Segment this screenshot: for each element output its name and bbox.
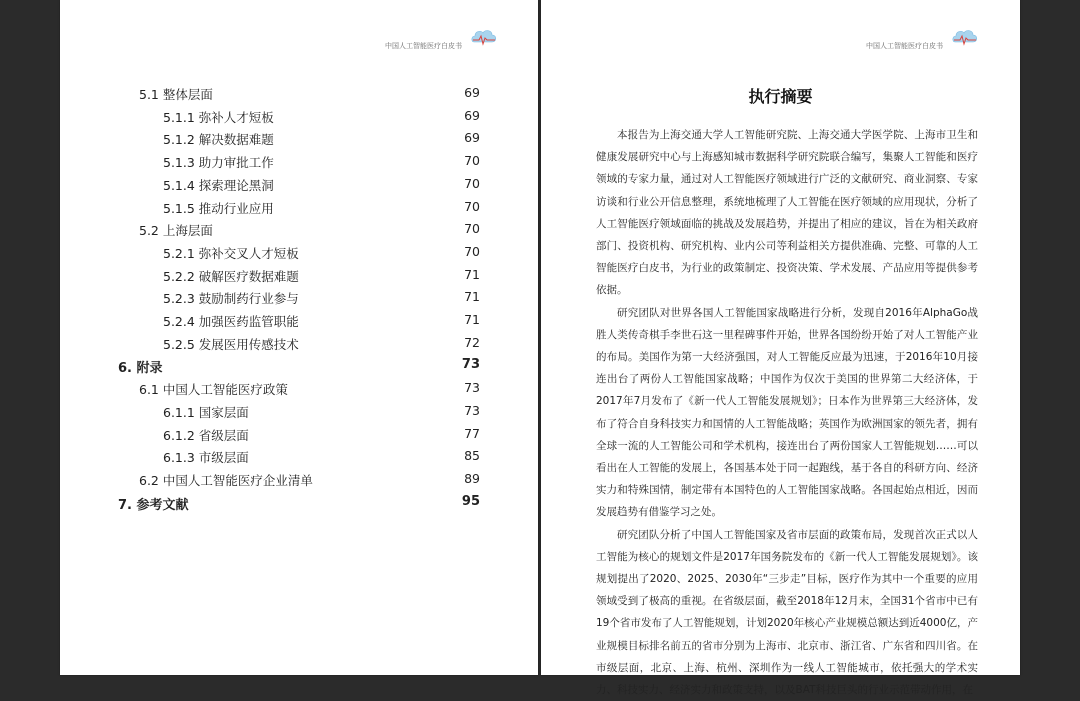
toc-entry[interactable]: [60, 174, 538, 196]
toc-entry-page: 70: [464, 221, 480, 237]
toc-entry-page: 85: [464, 448, 480, 464]
toc-entry[interactable]: [60, 469, 538, 491]
toc-entry-title: 5.2.5 发展医用传感技术: [163, 336, 299, 352]
section-title: 执行摘要: [748, 87, 813, 106]
toc-entry-title: 5.2.1 弥补交叉人才短板: [163, 245, 299, 261]
toc-entry-page: 71: [464, 289, 480, 305]
toc-entry[interactable]: [60, 106, 538, 128]
toc-entry[interactable]: [60, 446, 538, 468]
toc-entry-page: 69: [464, 85, 480, 100]
summary-body: [596, 124, 978, 701]
toc-entry-title: 5.1.3 助力审批工作: [163, 155, 274, 171]
toc-entry[interactable]: [60, 219, 538, 241]
toc-entry[interactable]: [60, 197, 538, 219]
toc-entry-page: 89: [464, 470, 480, 486]
toc-entry-page: 73: [464, 380, 480, 396]
toc-entry-title: 5.1 整体层面: [139, 87, 213, 102]
toc-entry-title: 6.2 中国人工智能医疗企业清单: [139, 472, 313, 488]
toc-entry[interactable]: [60, 310, 538, 332]
toc-entry-page: 71: [464, 312, 480, 327]
toc-entry-page: 69: [464, 107, 480, 123]
toc-entry-title: 6. 附录: [118, 361, 163, 377]
toc-entry[interactable]: [60, 128, 538, 150]
toc-entry-page: 70: [464, 198, 480, 214]
toc-entry-title: 5.1.5 推动行业应用: [163, 200, 274, 216]
toc-entry[interactable]: [60, 492, 538, 514]
toc-entry-page: 73: [461, 357, 480, 373]
toc-entry-page: 95: [461, 493, 480, 509]
running-header: 中国人工智能医疗白皮书: [385, 42, 462, 50]
toc-entry[interactable]: [60, 333, 538, 355]
toc-entry-title: 5.1.1 弥补人才短板: [163, 109, 274, 125]
toc-entry-page: 73: [464, 402, 480, 418]
toc-entry-title: 5.2.2 破解医疗数据难题: [163, 268, 299, 284]
toc-entry-title: 5.2 上海层面: [139, 223, 213, 239]
toc-entry[interactable]: [60, 265, 538, 287]
toc-entry-page: 70: [464, 153, 480, 169]
toc-entry-title: 7. 参考文献: [118, 497, 189, 513]
toc-entry[interactable]: [60, 424, 538, 446]
running-header: 中国人工智能医疗白皮书: [866, 42, 943, 50]
summary-paragraph: 本报告为上海交通大学人工智能研究院、上海交通大学医学院、上海市卫生和健康发展研究中心与上海感知城市数据科学研究院联合编写，集聚人工智能和医疗领域的专家力量，通过对人工智能医疗领域进行广泛的文献研究、商业洞察、专家访谈和行业公开信息整理，系统地梳理了人工智能在医疗领域的应用现状，分析了人工智能医疗领域面临的挑战及发展趋势，并提出了相应的建议，旨在为相关政府部门、投资机构、研究机构、业内公司等利益相关方提供准确、完整、可靠的人工智能医疗白皮书，为行业的政策制定、投资决策、学术发展、产品应用等提供参考依据。: [596, 129, 978, 297]
summary-paragraph: 研究团队对世界各国人工智能国家战略进行分析，发现自2016年AlphaGo战胜人类传奇棋手李世石这一里程碑事件开始，世界各国纷纷开始了对人工智能产业的布局。美国作为第一大经济强国，对人工智能反应最为迅速，于2016年10月接连出台了两份人工智能国家战略；中国作为仅次于美国的世界第二大经济体，于2017年7月发布了《新一代人工智能发展规划》；日本作为世界第三大经济体，发布了符合自身科技实力和国情的人工智能战略；英国作为欧洲国家的领先者，拥有全球一流的人工智能公司和学术机构，接连出台了两份国家人工智能规划……可以看出在人工智能的发展上，各国基本处于同一起跑线，基于各自的科研方向、经济实力和特殊国情，制定带有本国特色的人工智能国家战略。各国起始点相近，因而发展趋势有借鉴学习之处。: [596, 306, 978, 519]
toc-entry-title: 5.1.2 解决数据难题: [163, 132, 274, 148]
toc-entry-page: 77: [464, 425, 480, 441]
toc-entry[interactable]: [60, 401, 538, 423]
brain-heart-icon: [951, 28, 979, 50]
toc-entry[interactable]: [60, 378, 538, 400]
brain-heart-icon: [470, 28, 498, 50]
toc-entry-title: 5.1.4 探索理论黑洞: [163, 177, 274, 193]
toc-entry-page: 69: [464, 130, 480, 146]
toc-entry-page: 72: [464, 334, 480, 350]
toc-entry-page: 70: [464, 175, 480, 191]
toc-entry-title: 5.2.4 加强医药监管职能: [163, 314, 299, 329]
toc-entry[interactable]: [60, 242, 538, 264]
toc-entry[interactable]: [60, 151, 538, 173]
toc-entry[interactable]: [60, 83, 538, 105]
summary-paragraph: 研究团队分析了中国人工智能国家及省市层面的政策布局，发现首次正式以人工智能为核心的规划文件是2017年国务院发布的《新一代人工智能发展规划》。该规划提出了2020、2025、2030年“三步走”目标，医疗作为其中一个重要的应用领域受到了极高的重视。在省级层面，截至2018年12月末，全国31个省市中已有19个省市发布了人工智能规划，计划2020年核心产业规模总额达到近4000亿，产业规模目标排名前五的省市分别为上海市、北京市、浙江省、广东省和四川省。在市级层面，北京、上海、杭州、深圳作为一线人工智能城市，依托强大的学术实力、科技实力、经济实力和政策支持，以及BAT科技巨头的行业示范带动作用，在: [596, 528, 978, 697]
summary-page: [541, 0, 1020, 697]
toc-entry-title: 6.1 中国人工智能医疗政策: [139, 382, 288, 398]
toc-entry[interactable]: [60, 355, 538, 377]
toc-entry-title: 6.1.3 市级层面: [163, 450, 249, 466]
toc-entry-title: 5.2.3 鼓励制药行业参与: [163, 291, 299, 307]
toc-entry-page: 70: [464, 243, 480, 259]
toc-entry[interactable]: [60, 287, 538, 309]
toc-page: [60, 0, 538, 675]
toc-entry-page: 71: [464, 266, 480, 282]
toc-entry-title: 6.1.2 省级层面: [163, 427, 249, 443]
toc-entry-title: 6.1.1 国家层面: [163, 404, 249, 420]
